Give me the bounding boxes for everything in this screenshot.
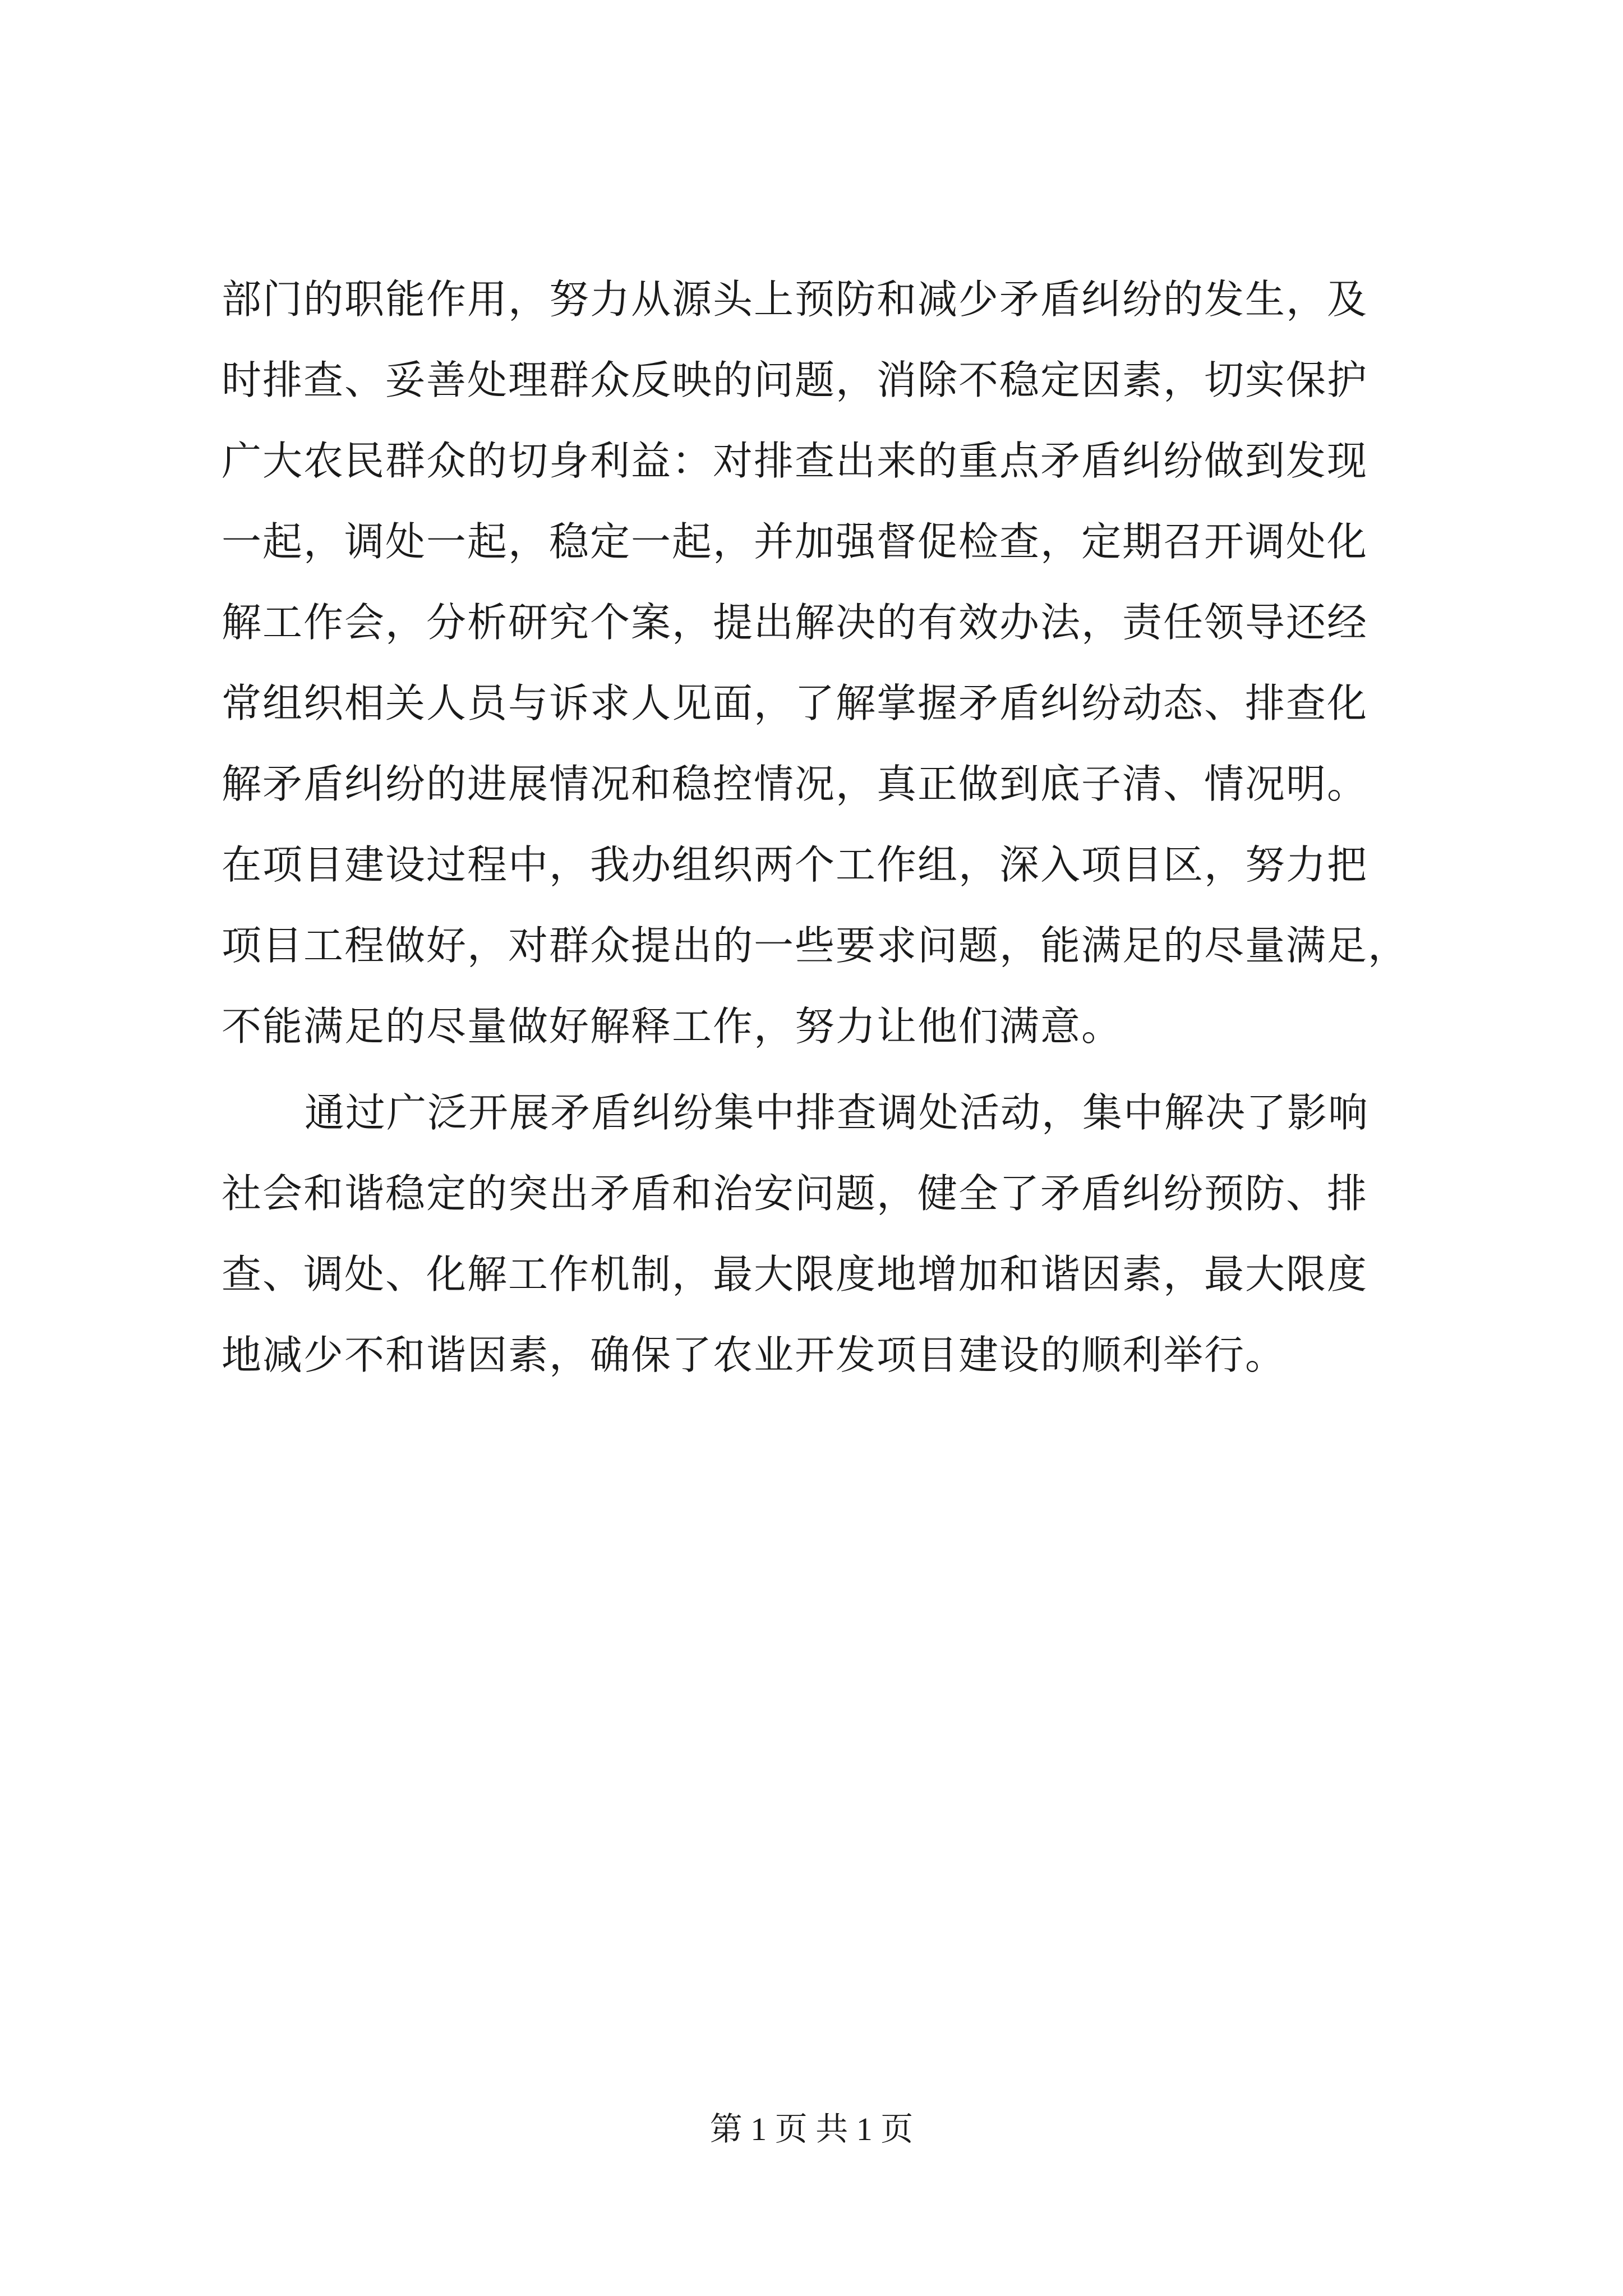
text-line: 通过广泛开展矛盾纠纷集中排查调处活动，集中解决了影响: [305, 1089, 1370, 1136]
text-line: 一起，调处一起，稳定一起，并加强督促检查，定期召开调处化: [222, 518, 1368, 565]
paragraph-1: [222, 259, 1422, 1067]
text-line: 常组织相关人员与诉求人见面，了解掌握矛盾纠纷动态、排查化: [222, 680, 1368, 726]
text-line: 社会和谐稳定的突出矛盾和治安问题，健全了矛盾纠纷预防、排: [222, 1170, 1368, 1217]
paragraph-gap: [222, 1067, 1422, 1073]
text-line: 时排查、妥善处理群众反映的问题，消除不稳定因素，切实保护: [222, 357, 1368, 403]
text-line: 查、调处、化解工作机制，最大限度地增加和谐因素，最大限度: [222, 1251, 1368, 1297]
text-line: 不能满足的尽量做好解释工作，努力让他们满意。: [222, 1003, 1123, 1050]
text-line: 地减少不和谐因素，确保了农业开发项目建设的顺利举行。: [222, 1332, 1287, 1378]
text-line: 广大农民群众的切身利益：对排查出来的重点矛盾纠纷做到发现: [222, 438, 1368, 484]
text-line: 解矛盾纠纷的进展情况和稳控情况，真正做到底子清、情况明。: [222, 761, 1368, 807]
text-line: 在项目建设过程中，我办组织两个工作组，深入项目区，努力把: [222, 841, 1368, 888]
body-text: [222, 259, 1422, 1396]
text-line: 项目工程做好，对群众提出的一些要求问题，能满足的尽量满足，: [222, 922, 1409, 969]
text-line: 部门的职能作用，努力从源头上预防和减少矛盾纠纷的发生，及: [222, 276, 1368, 323]
text-line: 解工作会，分析研究个案，提出解决的有效办法，责任领导还经: [222, 599, 1368, 646]
page-number-footer: 第 1 页 共 1 页: [709, 2111, 914, 2147]
paragraph-2: [222, 1073, 1422, 1396]
